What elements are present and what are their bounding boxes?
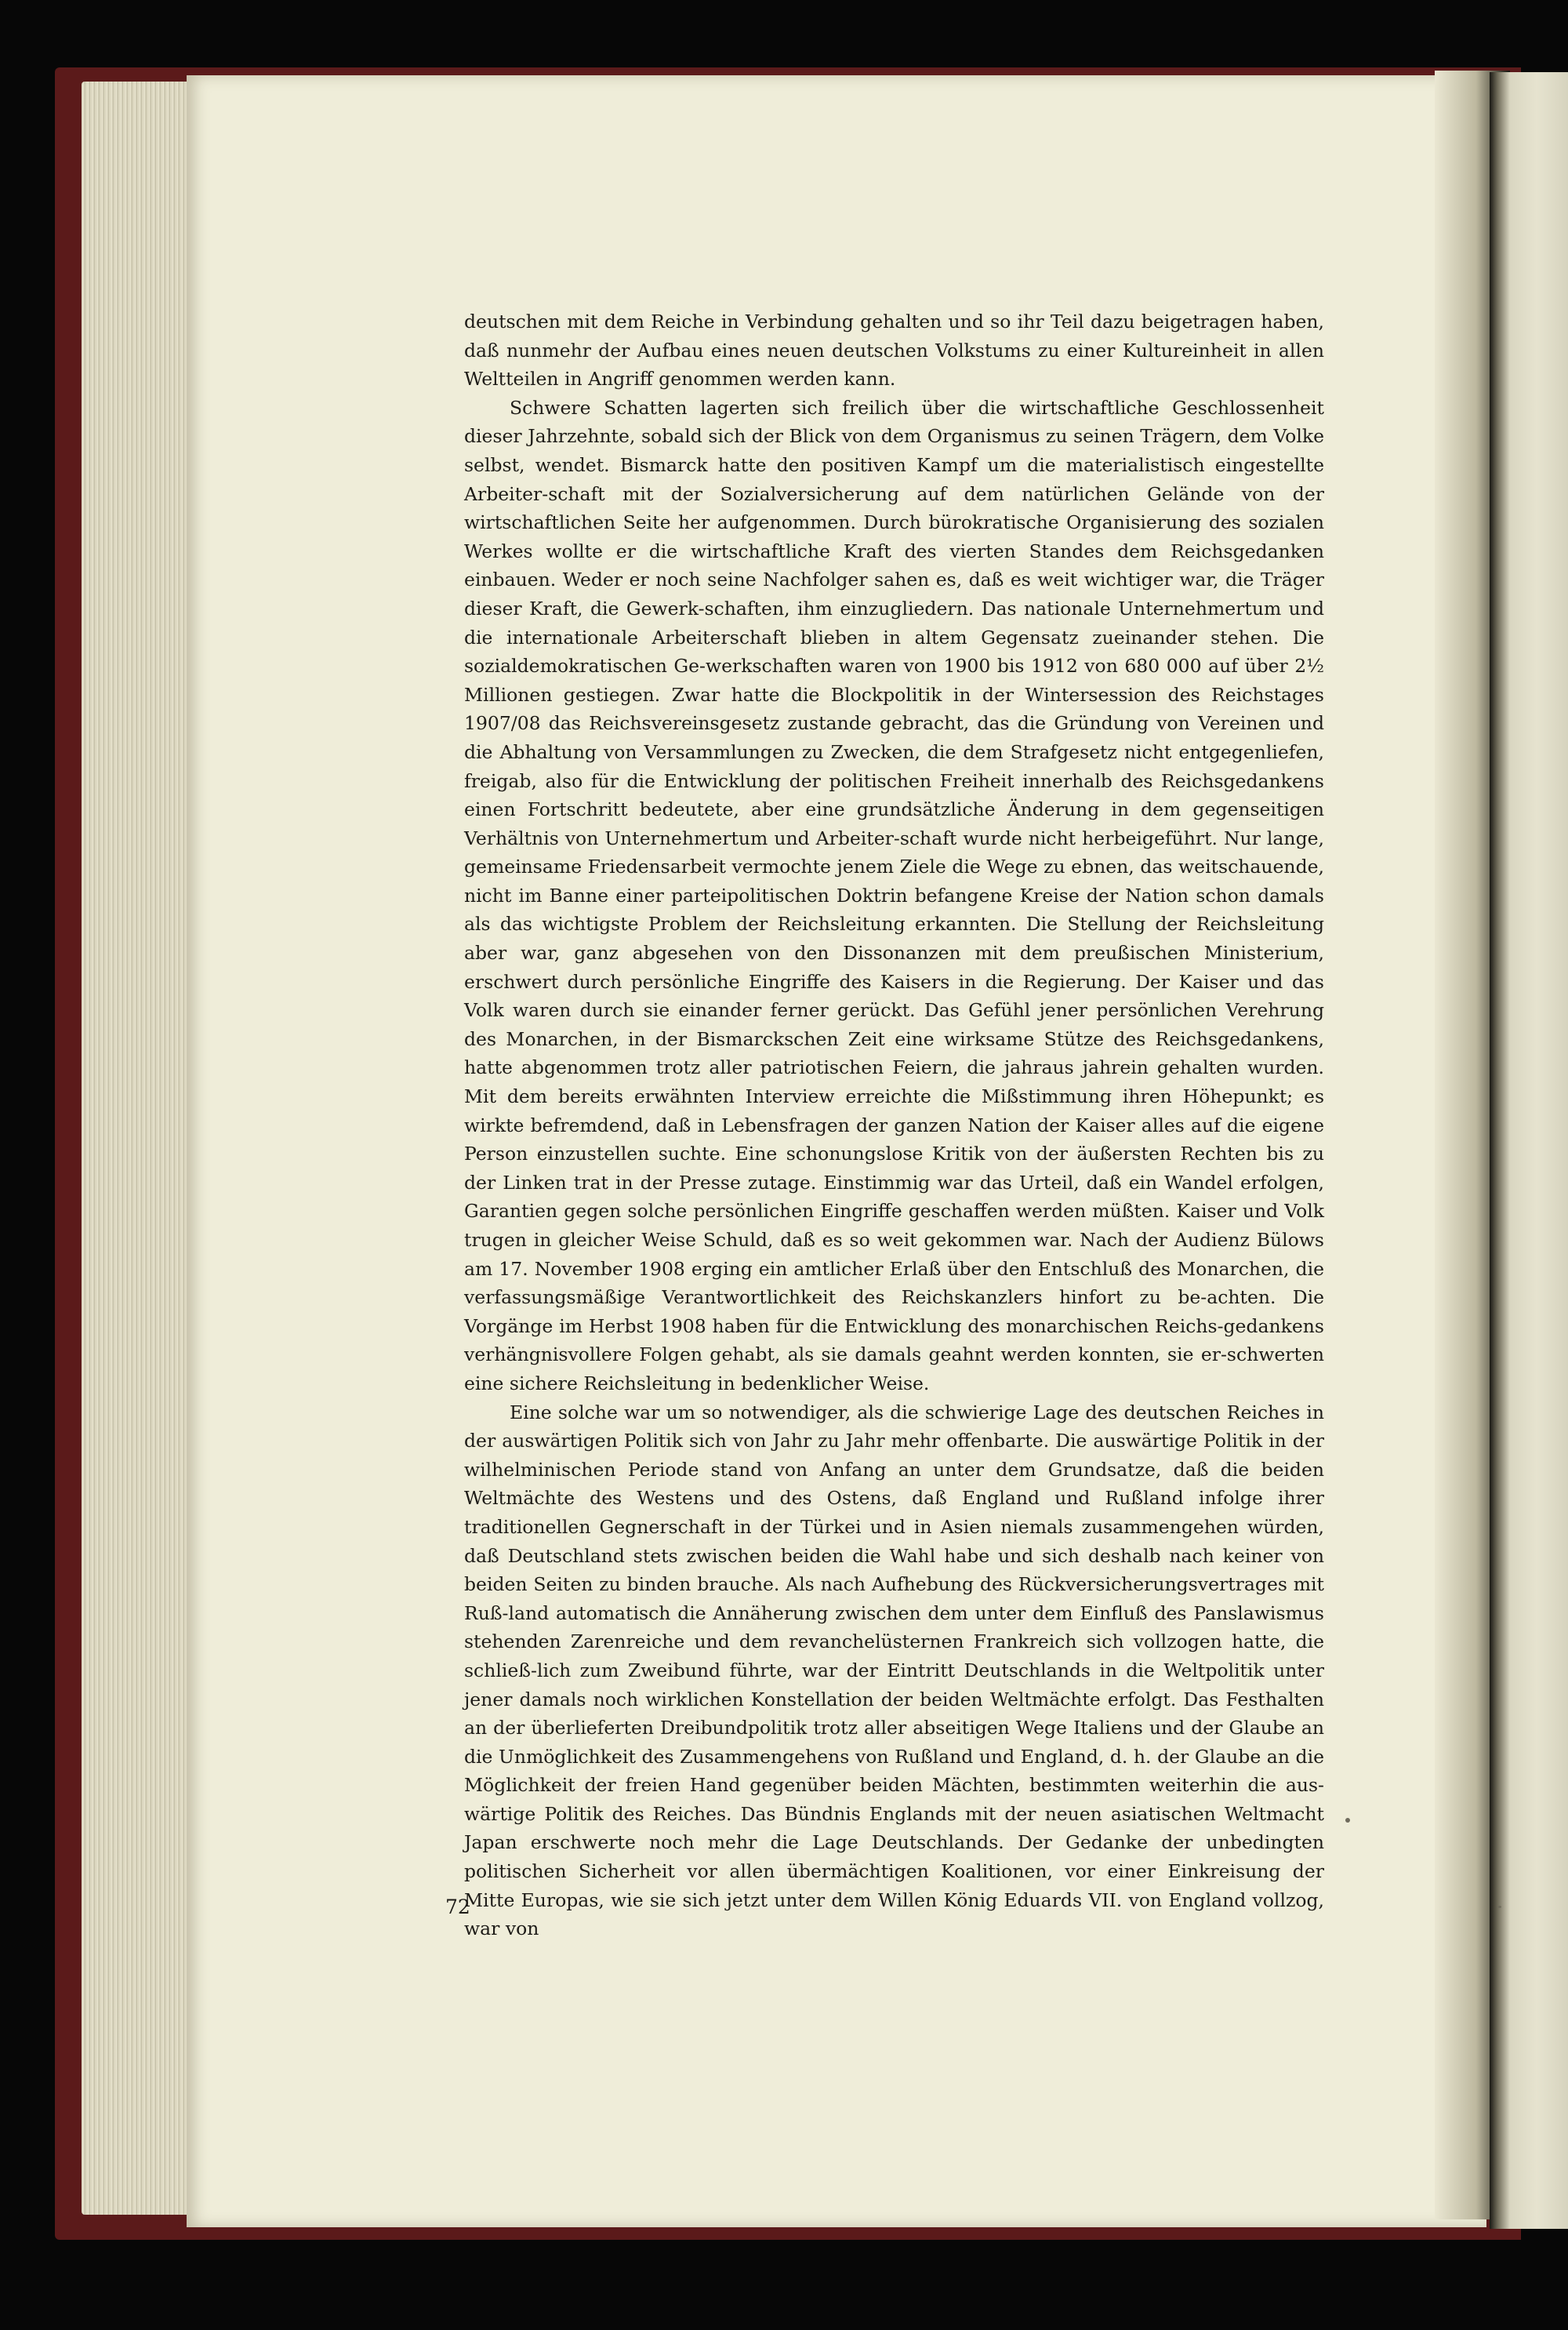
paragraph-domestic-politics: Schwere Schatten lagerten sich freilich über die wirtschaftliche Geschlossenheit dieser Jahrzehnte, sobald sich der Blick von dem Organismus zu seinen Trägern, dem Volke selbst, wendet. Bismarck hatte den positiven Kampf um die materialistisch eingestellte Arbeiter-schaft mit der Sozialversicherung auf dem natürlichen Gelände von der wirtschaftlichen Seite her aufgenommen. Durch bürokratische Organisierung des sozialen Werkes wollte er die wirtschaftliche Kraft des vierten Standes dem Reichsgedanken einbauen. Weder er noch seine Nachfolger sahen es, daß es weit wichtiger war, die Träger dieser Kraft, die Gewerk-schaften, ihm einzugliedern. Das nationale Unternehmertum und die internationale Arbeiterschaft blieben in altem Gegensatz zueinander stehen. Die sozialdemokratischen Ge-werkschaften waren von 1900 bis 1912 von 680 000 auf über 2½ Millionen gestiegen. Zwar hatte die Blockpolitik in der Wintersession des Reichstages 1907/08 das Reichsvereinsgesetz zustande gebracht, das die Gründung von Vereinen und die Abhaltung von Versammlungen zu Zwecken, die dem Strafgesetz nicht entgegenliefen, freigab, also für die Entwicklung der politischen Freiheit innerhalb des Reichsgedankens einen Fortschritt bedeutete, aber eine grundsätzliche Änderung in dem gegenseitigen Verhältnis von Unternehmertum und Arbeiter-schaft wurde nicht herbeigeführt. Nur lange, gemeinsame Friedensarbeit vermochte jenem Ziele die Wege zu ebnen, das weitschauende, nicht im Banne einer parteipolitischen Doktrin befangene Kreise der Nation schon damals als das wichtigste Problem der Reichsleitung erkannten. Die Stellung der Reichsleitung aber war, ganz abgesehen von den Dissonanzen mit dem preußischen Ministerium, erschwert durch persönliche Eingriffe des Kaisers in die Regierung. Der Kaiser und das Volk waren durch sie einander ferner gerückt. Das Gefühl jener persönlichen Verehrung des Monarchen, in der Bismarckschen Zeit eine wirksame Stütze des Reichsgedankens, hatte abgenommen trotz aller patriotischen Feiern, die jahraus jahrein gehalten wurden. Mit dem bereits erwähnten Interview erreichte die Mißstimmung ihren Höhepunkt; es wirkte befremdend, daß in Lebensfragen der ganzen Nation der Kaiser alles auf die eigene Person einzustellen suchte. Eine schonungslose Kritik von der äußersten Rechten bis zu der Linken trat in der Presse zutage. Einstimmig war das Urteil, daß ein Wandel erfolgen, Garantien gegen solche persönlichen Eingriffe geschaffen werden müßten. Kaiser und Volk trugen in gleicher Weise Schuld, daß es so weit gekommen war. Nach der Audienz Bülows am 17. November 1908 erging ein amtlicher Erlaß über den Entschluß des Monarchen, die verfassungsmäßige Verantwortlichkeit des Reichskanzlers hinfort zu be-achten. Die Vorgänge im Herbst 1908 haben für die Entwicklung des monarchischen Reichs-gedankens verhängnisvollere Folgen gehabt, als sie damals geahnt werden konnten, sie er-schwerten eine sichere Reichsleitung in bedenklicher Weise. [464,396,1324,1394]
page-number: 72 [445,1896,470,1918]
page-stack-edges [82,82,199,2215]
paper-speck [1345,1818,1350,1823]
paragraph-continuation: deutschen mit dem Reiche in Verbindung gehalten und so ihr Teil dazu beigetragen haben, daß nunmehr der Aufbau eines neuen deutschen Volkstums zu einer Kultureinheit in allen Weltteilen in Angriff genommen werden kann. [464,311,1324,391]
body-text [464,307,1324,1943]
paper-speck [1497,1906,1501,1908]
paragraph-foreign-policy: Eine solche war um so notwendiger, als die schwierige Lage des deutschen Reiches in der auswärtigen Politik sich von Jahr zu Jahr mehr offenbarte. Die auswärtige Politik in der wilhelminischen Periode stand von Anfang an unter dem Grundsatze, daß die beiden Weltmächte des Westens und des Ostens, daß England und Rußland infolge ihrer traditionellen Gegnerschaft in der Türkei und in Asien niemals zusammengehen würden, daß Deutschland stets zwischen beiden die Wahl habe und sich deshalb nach keiner von beiden Seiten zu binden brauche. Als nach Aufhebung des Rückversicherungsvertrages mit Ruß-land automatisch die Annäherung zwischen dem unter dem Einfluß des Panslawismus stehenden Zarenreiche und dem revanchelüsternen Frankreich sich vollzogen hatte, die schließ-lich zum Zweibund führte, war der Eintritt Deutschlands in die Weltpolitik unter jener damals noch wirklichen Konstellation der beiden Weltmächte erfolgt. Das Festhalten an der überlieferten Dreibundpolitik trotz aller abseitigen Wege Italiens und der Glaube an die Unmöglichkeit des Zusammengehens von Rußland und England, d. h. der Glaube an die Möglichkeit der freien Hand gegenüber beiden Mächten, bestimmten weiterhin die aus-wärtige Politik des Reiches. Das Bündnis Englands mit der neuen asiatischen Weltmacht Japan erschwerte noch mehr die Lage Deutschlands. Der Gedanke der unbedingten politischen Sicherheit vor allen übermächtigen Koalitionen, vor einer Einkreisung der Mitte Europas, wie sie sich jetzt unter dem Willen König Eduards VII. von England vollzog, war von [464,1401,1324,1940]
facing-page-edge [1490,72,1568,2229]
